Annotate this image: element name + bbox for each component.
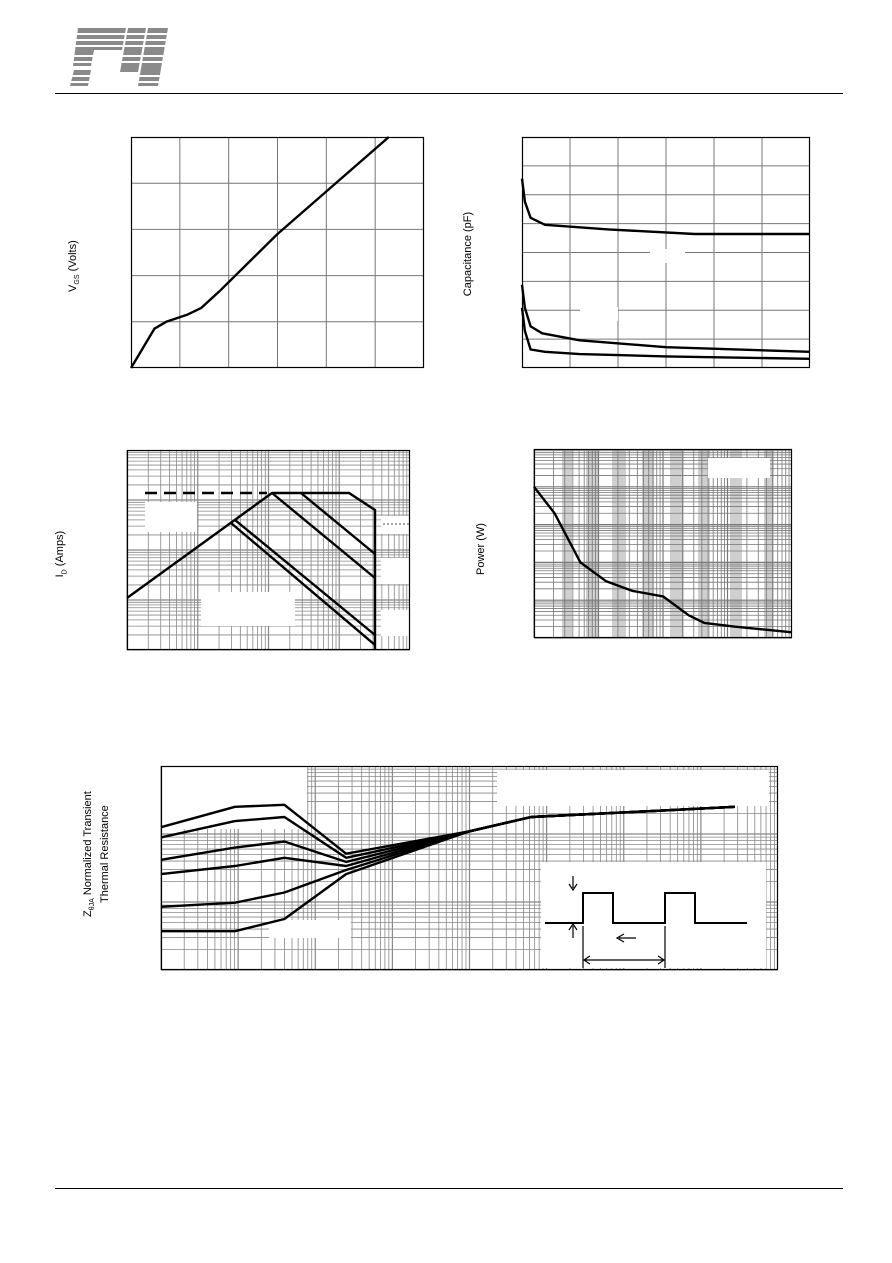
- label-mask: [497, 770, 769, 806]
- label-mask: [541, 862, 766, 968]
- label-mask: [381, 610, 409, 636]
- soa-ylabel: $I_D$ (Amps): [54, 530, 69, 578]
- label-mask: [580, 307, 618, 321]
- label-mask: [650, 249, 685, 263]
- footer-rule: [55, 1188, 843, 1189]
- header-rule: [55, 93, 843, 94]
- label-mask: [708, 458, 770, 478]
- power-chart: [534, 449, 792, 638]
- transient-ylabel: $Z_{\theta JA}$ Normalized Transient Thermal Resistance: [81, 791, 111, 917]
- transient-thermal-chart: [161, 766, 778, 970]
- label-mask: [381, 516, 409, 534]
- gate-charge-chart: [131, 137, 424, 368]
- label-mask: [201, 592, 295, 626]
- capacitance-ylabel: Capacitance (pF): [462, 211, 475, 297]
- capacitance-chart: [522, 137, 810, 368]
- gate-charge-ylabel: $V_{GS}$ (Volts): [66, 240, 81, 292]
- power-ylabel: Power (W): [474, 523, 487, 575]
- label-mask: [381, 558, 409, 584]
- shaded-band: [612, 449, 626, 638]
- label-mask: [145, 502, 197, 532]
- company-logo: [64, 26, 172, 88]
- soa-chart: [127, 450, 410, 650]
- gate-charge-curve: [131, 137, 389, 368]
- label-mask: [269, 920, 351, 938]
